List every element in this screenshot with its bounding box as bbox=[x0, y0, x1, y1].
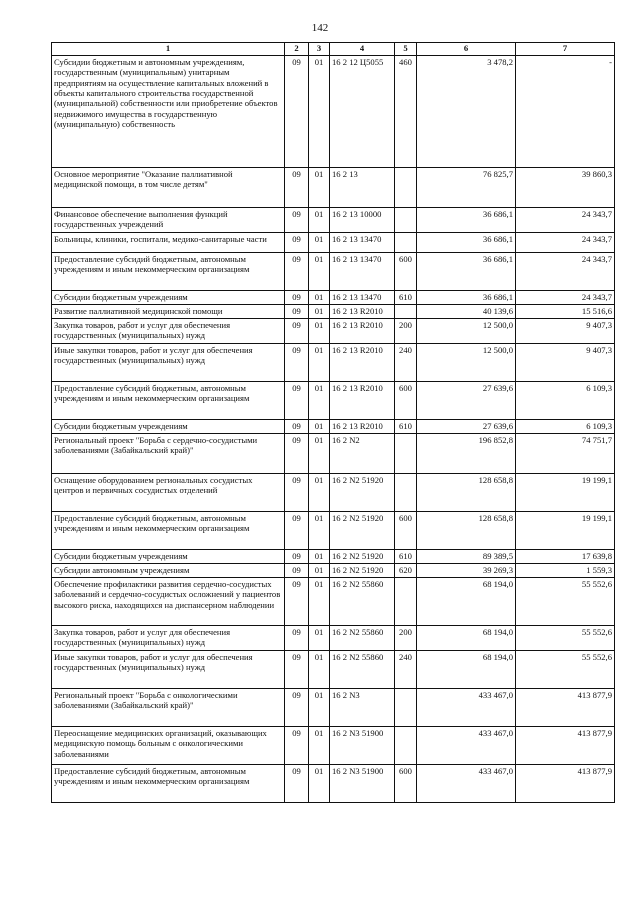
amount-1: 36 686,1 bbox=[417, 253, 516, 291]
target-article-code: 16 2 N2 51920 bbox=[330, 564, 395, 578]
row-name: Предоставление субсидий бюджетным, автономным учреждениям и иным некоммерческим организациям bbox=[52, 382, 285, 420]
target-article-code: 16 2 13 R2010 bbox=[330, 344, 395, 382]
subsection-code: 01 bbox=[309, 319, 330, 344]
column-header: 7 bbox=[516, 43, 615, 56]
row-name: Иные закупки товаров, работ и услуг для обеспечения государственных (муниципальных) нужд bbox=[52, 344, 285, 382]
row-name: Предоставление субсидий бюджетным, автономным учреждениям и иным некоммерческим организациям bbox=[52, 512, 285, 550]
section-code: 09 bbox=[285, 512, 309, 550]
amount-2: - bbox=[516, 56, 615, 168]
target-article-code: 16 2 N3 bbox=[330, 689, 395, 727]
amount-2: 55 552,6 bbox=[516, 626, 615, 651]
table-row bbox=[52, 319, 615, 344]
subsection-code: 01 bbox=[309, 512, 330, 550]
target-article-code: 16 2 13 13470 bbox=[330, 291, 395, 305]
expense-type-code: 200 bbox=[395, 319, 417, 344]
amount-2: 1 559,3 bbox=[516, 564, 615, 578]
table-row bbox=[52, 651, 615, 689]
expense-type-code bbox=[395, 689, 417, 727]
expense-type-code: 600 bbox=[395, 253, 417, 291]
row-name: Субсидии автономным учреждениям bbox=[52, 564, 285, 578]
subsection-code: 01 bbox=[309, 651, 330, 689]
section-code: 09 bbox=[285, 689, 309, 727]
target-article-code: 16 2 13 bbox=[330, 168, 395, 208]
expense-type-code bbox=[395, 434, 417, 474]
expense-type-code bbox=[395, 727, 417, 765]
column-header: 4 bbox=[330, 43, 395, 56]
amount-2: 24 343,7 bbox=[516, 208, 615, 233]
section-code: 09 bbox=[285, 291, 309, 305]
amount-1: 433 467,0 bbox=[417, 689, 516, 727]
amount-2: 24 343,7 bbox=[516, 253, 615, 291]
column-header: 3 bbox=[309, 43, 330, 56]
table-row bbox=[52, 305, 615, 319]
subsection-code: 01 bbox=[309, 420, 330, 434]
expense-type-code bbox=[395, 233, 417, 253]
row-name: Предоставление субсидий бюджетным, автономным учреждениям и иным некоммерческим организациям bbox=[52, 765, 285, 803]
target-article-code: 16 2 N2 55860 bbox=[330, 626, 395, 651]
amount-1: 12 500,0 bbox=[417, 319, 516, 344]
section-code: 09 bbox=[285, 474, 309, 512]
section-code: 09 bbox=[285, 208, 309, 233]
amount-1: 36 686,1 bbox=[417, 208, 516, 233]
amount-2: 17 639,8 bbox=[516, 550, 615, 564]
target-article-code: 16 2 N2 51920 bbox=[330, 474, 395, 512]
section-code: 09 bbox=[285, 319, 309, 344]
amount-2: 413 877,9 bbox=[516, 689, 615, 727]
table-row bbox=[52, 233, 615, 253]
subsection-code: 01 bbox=[309, 564, 330, 578]
row-name: Иные закупки товаров, работ и услуг для обеспечения государственных (муниципальных) нужд bbox=[52, 651, 285, 689]
subsection-code: 01 bbox=[309, 305, 330, 319]
expense-type-code: 610 bbox=[395, 291, 417, 305]
section-code: 09 bbox=[285, 253, 309, 291]
table-row bbox=[52, 626, 615, 651]
column-header: 1 bbox=[52, 43, 285, 56]
amount-2: 9 407,3 bbox=[516, 344, 615, 382]
expense-type-code bbox=[395, 305, 417, 319]
expense-type-code bbox=[395, 578, 417, 626]
subsection-code: 01 bbox=[309, 233, 330, 253]
subsection-code: 01 bbox=[309, 474, 330, 512]
expense-type-code: 600 bbox=[395, 765, 417, 803]
section-code: 09 bbox=[285, 382, 309, 420]
target-article-code: 16 2 N2 51920 bbox=[330, 512, 395, 550]
budget-table bbox=[51, 42, 615, 803]
amount-2: 6 109,3 bbox=[516, 420, 615, 434]
table-body bbox=[52, 56, 615, 803]
section-code: 09 bbox=[285, 727, 309, 765]
row-name: Субсидии бюджетным учреждениям bbox=[52, 420, 285, 434]
subsection-code: 01 bbox=[309, 550, 330, 564]
section-code: 09 bbox=[285, 233, 309, 253]
expense-type-code: 460 bbox=[395, 56, 417, 168]
amount-2: 24 343,7 bbox=[516, 291, 615, 305]
amount-1: 196 852,8 bbox=[417, 434, 516, 474]
amount-2: 19 199,1 bbox=[516, 512, 615, 550]
target-article-code: 16 2 N3 51900 bbox=[330, 727, 395, 765]
target-article-code: 16 2 N2 55860 bbox=[330, 651, 395, 689]
amount-2: 55 552,6 bbox=[516, 651, 615, 689]
target-article-code: 16 2 13 R2010 bbox=[330, 382, 395, 420]
expense-type-code bbox=[395, 208, 417, 233]
target-article-code: 16 2 13 10000 bbox=[330, 208, 395, 233]
section-code: 09 bbox=[285, 305, 309, 319]
target-article-code: 16 2 N3 51900 bbox=[330, 765, 395, 803]
row-name: Предоставление субсидий бюджетным, автономным учреждениям и иным некоммерческим организациям bbox=[52, 253, 285, 291]
table-row bbox=[52, 474, 615, 512]
section-code: 09 bbox=[285, 550, 309, 564]
target-article-code: 16 2 13 R2010 bbox=[330, 305, 395, 319]
row-name: Региональный проект "Борьба с онкологическими заболеваниями (Забайкальский край)" bbox=[52, 689, 285, 727]
table-row bbox=[52, 420, 615, 434]
amount-1: 76 825,7 bbox=[417, 168, 516, 208]
subsection-code: 01 bbox=[309, 689, 330, 727]
amount-1: 128 658,8 bbox=[417, 474, 516, 512]
table-row bbox=[52, 168, 615, 208]
section-code: 09 bbox=[285, 765, 309, 803]
table-row bbox=[52, 550, 615, 564]
amount-1: 68 194,0 bbox=[417, 578, 516, 626]
amount-2: 413 877,9 bbox=[516, 765, 615, 803]
amount-2: 15 516,6 bbox=[516, 305, 615, 319]
expense-type-code: 200 bbox=[395, 626, 417, 651]
section-code: 09 bbox=[285, 168, 309, 208]
table-row bbox=[52, 253, 615, 291]
row-name: Оснащение оборудованием региональных сосудистых центров и первичных сосудистых отделений bbox=[52, 474, 285, 512]
target-article-code: 16 2 13 13470 bbox=[330, 233, 395, 253]
target-article-code: 16 2 12 Ц5055 bbox=[330, 56, 395, 168]
section-code: 09 bbox=[285, 651, 309, 689]
subsection-code: 01 bbox=[309, 626, 330, 651]
table-row bbox=[52, 564, 615, 578]
target-article-code: 16 2 13 13470 bbox=[330, 253, 395, 291]
row-name: Субсидии бюджетным и автономным учреждениям, государственным (муниципальным) унитарным предприятиям на осуществление капитальных вложений в объекты капитального строительства государственной (муниципальной) собственности или приобретение объектов недвижимого имущества в государственную (муниципальную) собственность bbox=[52, 56, 285, 168]
amount-1: 68 194,0 bbox=[417, 651, 516, 689]
amount-1: 36 686,1 bbox=[417, 291, 516, 305]
table-row bbox=[52, 344, 615, 382]
amount-2: 74 751,7 bbox=[516, 434, 615, 474]
section-code: 09 bbox=[285, 56, 309, 168]
expense-type-code: 610 bbox=[395, 420, 417, 434]
section-code: 09 bbox=[285, 564, 309, 578]
amount-1: 27 639,6 bbox=[417, 382, 516, 420]
row-name: Финансовое обеспечение выполнения функций государственных учреждений bbox=[52, 208, 285, 233]
row-name: Субсидии бюджетным учреждениям bbox=[52, 550, 285, 564]
subsection-code: 01 bbox=[309, 253, 330, 291]
table-row bbox=[52, 291, 615, 305]
table-row bbox=[52, 727, 615, 765]
amount-1: 3 478,2 bbox=[417, 56, 516, 168]
expense-type-code bbox=[395, 474, 417, 512]
row-name: Основное мероприятие "Оказание паллиативной медицинской помощи, в том числе детям" bbox=[52, 168, 285, 208]
row-name: Переоснащение медицинских организаций, оказывающих медицинскую помощь больным с онкологическими заболеваниями bbox=[52, 727, 285, 765]
expense-type-code: 600 bbox=[395, 382, 417, 420]
subsection-code: 01 bbox=[309, 382, 330, 420]
expense-type-code: 610 bbox=[395, 550, 417, 564]
amount-1: 89 389,5 bbox=[417, 550, 516, 564]
section-code: 09 bbox=[285, 420, 309, 434]
table-row bbox=[52, 578, 615, 626]
header-row bbox=[52, 43, 615, 56]
table-row bbox=[52, 689, 615, 727]
row-name: Обеспечение профилактики развития сердечно-сосудистых заболеваний и сердечно-сосудистых осложнений у пациентов высокого риска, находящихся на диспансерном наблюдении bbox=[52, 578, 285, 626]
expense-type-code: 620 bbox=[395, 564, 417, 578]
section-code: 09 bbox=[285, 578, 309, 626]
column-header: 6 bbox=[417, 43, 516, 56]
amount-2: 19 199,1 bbox=[516, 474, 615, 512]
amount-2: 413 877,9 bbox=[516, 727, 615, 765]
amount-1: 68 194,0 bbox=[417, 626, 516, 651]
amount-1: 128 658,8 bbox=[417, 512, 516, 550]
amount-2: 9 407,3 bbox=[516, 319, 615, 344]
expense-type-code: 240 bbox=[395, 344, 417, 382]
target-article-code: 16 2 N2 55860 bbox=[330, 578, 395, 626]
subsection-code: 01 bbox=[309, 56, 330, 168]
amount-1: 39 269,3 bbox=[417, 564, 516, 578]
target-article-code: 16 2 13 R2010 bbox=[330, 420, 395, 434]
amount-2: 6 109,3 bbox=[516, 382, 615, 420]
target-article-code: 16 2 N2 51920 bbox=[330, 550, 395, 564]
subsection-code: 01 bbox=[309, 727, 330, 765]
amount-1: 433 467,0 bbox=[417, 765, 516, 803]
table-row bbox=[52, 56, 615, 168]
row-name: Закупка товаров, работ и услуг для обеспечения государственных (муниципальных) нужд bbox=[52, 626, 285, 651]
subsection-code: 01 bbox=[309, 578, 330, 626]
subsection-code: 01 bbox=[309, 434, 330, 474]
column-header: 5 bbox=[395, 43, 417, 56]
table-row bbox=[52, 512, 615, 550]
amount-2: 55 552,6 bbox=[516, 578, 615, 626]
expense-type-code: 600 bbox=[395, 512, 417, 550]
row-name: Региональный проект "Борьба с сердечно-сосудистыми заболеваниями (Забайкальский край)" bbox=[52, 434, 285, 474]
amount-1: 36 686,1 bbox=[417, 233, 516, 253]
page-number: 142 bbox=[311, 22, 329, 34]
section-code: 09 bbox=[285, 434, 309, 474]
amount-1: 433 467,0 bbox=[417, 727, 516, 765]
amount-2: 24 343,7 bbox=[516, 233, 615, 253]
target-article-code: 16 2 N2 bbox=[330, 434, 395, 474]
amount-1: 12 500,0 bbox=[417, 344, 516, 382]
subsection-code: 01 bbox=[309, 168, 330, 208]
column-header: 2 bbox=[285, 43, 309, 56]
table-row bbox=[52, 208, 615, 233]
amount-1: 40 139,6 bbox=[417, 305, 516, 319]
section-code: 09 bbox=[285, 344, 309, 382]
row-name: Больницы, клиники, госпитали, медико-санитарные части bbox=[52, 233, 285, 253]
table-row bbox=[52, 382, 615, 420]
row-name: Закупка товаров, работ и услуг для обеспечения государственных (муниципальных) нужд bbox=[52, 319, 285, 344]
section-code: 09 bbox=[285, 626, 309, 651]
row-name: Субсидии бюджетным учреждениям bbox=[52, 291, 285, 305]
expense-type-code bbox=[395, 168, 417, 208]
expense-type-code: 240 bbox=[395, 651, 417, 689]
amount-2: 39 860,3 bbox=[516, 168, 615, 208]
subsection-code: 01 bbox=[309, 208, 330, 233]
subsection-code: 01 bbox=[309, 291, 330, 305]
subsection-code: 01 bbox=[309, 344, 330, 382]
row-name: Развитие паллиативной медицинской помощи bbox=[52, 305, 285, 319]
target-article-code: 16 2 13 R2010 bbox=[330, 319, 395, 344]
amount-1: 27 639,6 bbox=[417, 420, 516, 434]
table-row bbox=[52, 434, 615, 474]
table-row bbox=[52, 765, 615, 803]
subsection-code: 01 bbox=[309, 765, 330, 803]
